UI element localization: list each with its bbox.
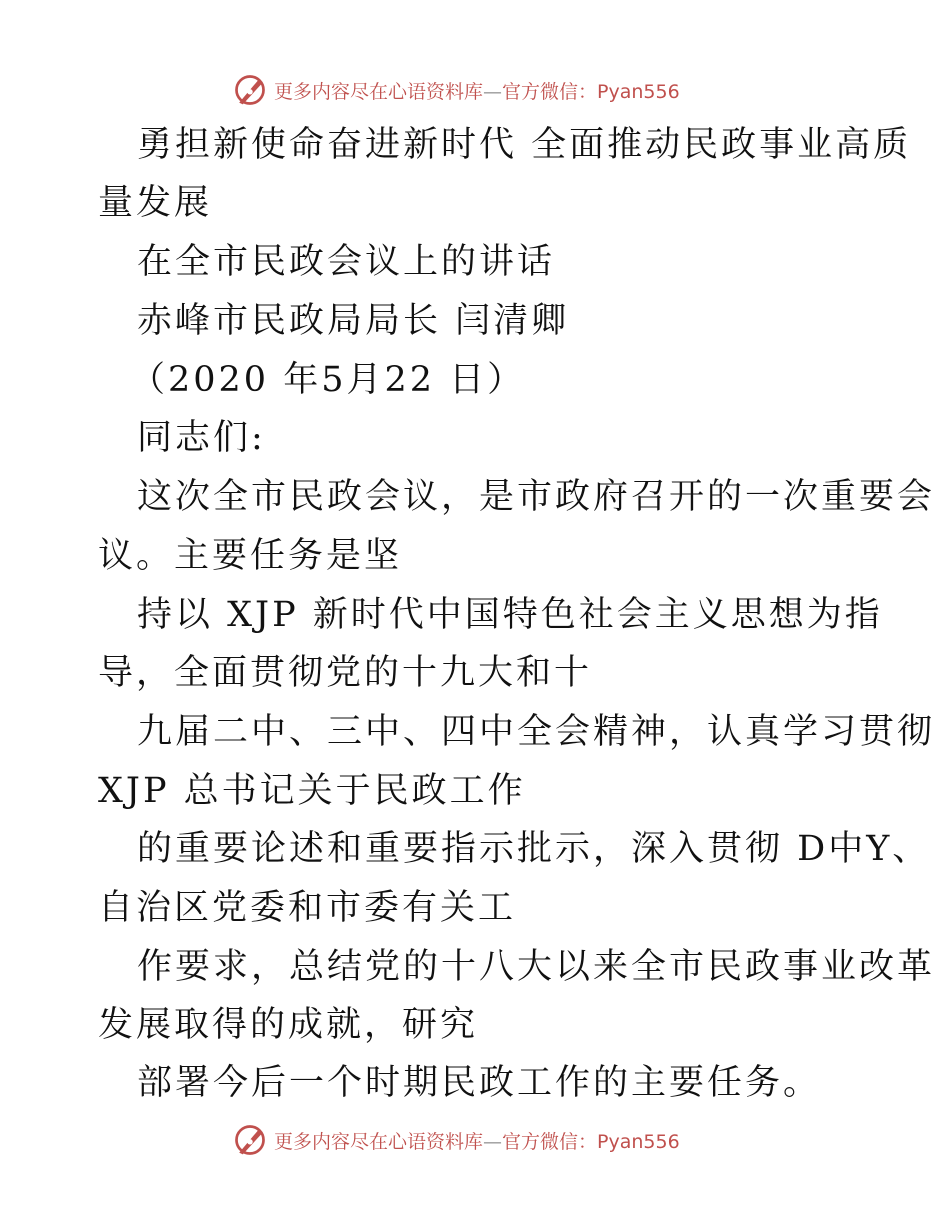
watermark-account-id: Pyan556 xyxy=(597,1130,680,1153)
watermark-account-label: 官方微信： xyxy=(502,80,598,103)
author-line: 赤峰市民政局局长 闫清卿 xyxy=(137,301,570,341)
footer-watermark-banner xyxy=(232,1120,680,1160)
paragraph-line: 导，全面贯彻党的十九大和十 xyxy=(98,653,593,693)
header-watermark-banner xyxy=(232,70,680,110)
paragraph-line: 自治区党委和市委有关工 xyxy=(98,888,517,928)
paragraph-line: 部署今后一个时期民政工作的主要任务。 xyxy=(137,1063,822,1103)
paragraph-line: 发展取得的成就，研究 xyxy=(98,1005,479,1045)
subtitle-line: 在全市民政会议上的讲话 xyxy=(137,242,556,282)
watermark-text xyxy=(274,77,680,104)
watermark-site-text: 更多内容尽在心语资料库 xyxy=(274,80,484,103)
title-line-1: 勇担新使命奋进新时代 全面推动民政事业高质 xyxy=(137,125,912,165)
paragraph-line: 议。主要任务是坚 xyxy=(98,536,403,576)
watermark-dash: — xyxy=(483,1130,503,1153)
paragraph-line: XJP 总书记关于民政工作 xyxy=(98,771,526,811)
date-line: （2020 年5月22 日） xyxy=(130,360,526,400)
watermark-dash: — xyxy=(483,80,503,103)
paragraph-line: 的重要论述和重要指示批示，深入贯彻 D中Y、 xyxy=(137,829,931,869)
quill-pen-logo-icon xyxy=(232,72,268,108)
paragraph-line: 持以 XJP 新时代中国特色社会主义思想为指 xyxy=(137,595,883,635)
watermark-site-text: 更多内容尽在心语资料库 xyxy=(274,1130,484,1153)
quill-pen-logo-icon xyxy=(232,1122,268,1158)
paragraph-line: 九届二中、三中、四中全会精神，认真学习贯彻 xyxy=(137,712,936,752)
salutation-line: 同志们: xyxy=(137,418,266,458)
watermark-text xyxy=(274,1127,680,1154)
title-line-2: 量发展 xyxy=(98,183,213,223)
watermark-account-label: 官方微信： xyxy=(502,1130,598,1153)
paragraph-line: 作要求，总结党的十八大以来全市民政事业改革 xyxy=(137,947,936,987)
watermark-account-id: Pyan556 xyxy=(597,80,680,103)
paragraph-line: 这次全市民政会议，是市政府召开的一次重要会 xyxy=(137,477,936,517)
